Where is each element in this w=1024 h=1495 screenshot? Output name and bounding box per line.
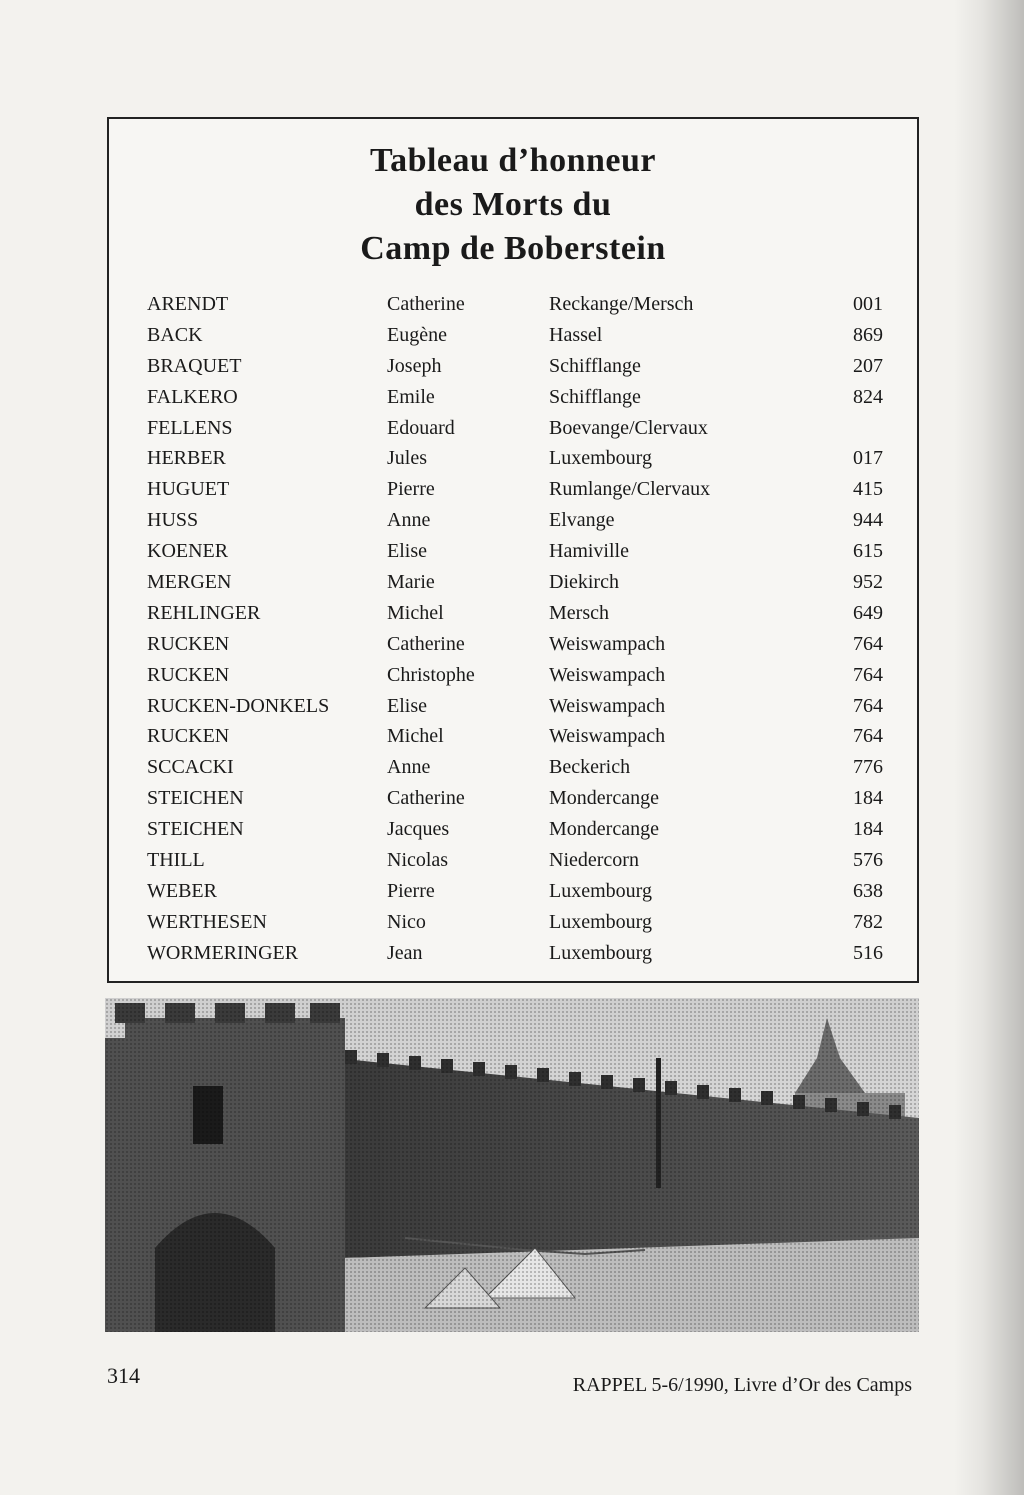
table-row bbox=[109, 413, 917, 444]
surname: WERTHESEN bbox=[147, 910, 267, 933]
number: 764 bbox=[853, 663, 883, 686]
surname: ARENDT bbox=[147, 293, 229, 315]
table-row bbox=[109, 845, 917, 876]
town: Schifflange bbox=[549, 354, 641, 377]
town: Luxembourg bbox=[549, 447, 652, 470]
first-name: Christophe bbox=[387, 663, 475, 686]
number: 824 bbox=[853, 385, 883, 408]
first-name: Jean bbox=[387, 941, 423, 964]
town: Hamiville bbox=[549, 540, 629, 563]
surname: HERBER bbox=[147, 447, 226, 470]
town: Elvange bbox=[549, 509, 615, 532]
table-row bbox=[109, 876, 917, 907]
number: 944 bbox=[853, 509, 883, 532]
number: 764 bbox=[853, 632, 883, 655]
surname: HUGUET bbox=[147, 478, 230, 501]
surname: RUCKEN bbox=[147, 663, 230, 686]
table-row bbox=[109, 629, 917, 660]
number: 184 bbox=[853, 787, 883, 810]
table-row bbox=[109, 721, 917, 752]
town: Weiswampach bbox=[549, 694, 666, 717]
first-name: Edouard bbox=[387, 416, 455, 439]
town: Beckerich bbox=[549, 756, 631, 779]
source-citation: RAPPEL 5-6/1990, Livre d’Or des Camps bbox=[572, 1374, 912, 1396]
town: Reckange/Mersch bbox=[549, 293, 694, 315]
table-title bbox=[109, 139, 917, 271]
surname: BRAQUET bbox=[147, 354, 242, 377]
surname: FELLENS bbox=[147, 416, 233, 439]
number: 638 bbox=[853, 879, 883, 902]
camp-wall-picture bbox=[105, 998, 919, 1332]
surname: BACK bbox=[147, 323, 203, 346]
number: 017 bbox=[853, 447, 883, 470]
table-row bbox=[109, 783, 917, 814]
surname: STEICHEN bbox=[147, 818, 244, 841]
town: Schifflange bbox=[549, 385, 641, 408]
town: Luxembourg bbox=[549, 941, 652, 964]
table-row bbox=[109, 382, 917, 413]
title-line-3: Camp de Boberstein bbox=[360, 230, 666, 267]
town: Boevange/Clervaux bbox=[549, 416, 708, 439]
number: 576 bbox=[853, 849, 883, 872]
first-name: Jacques bbox=[387, 818, 450, 841]
first-name: Jules bbox=[387, 447, 427, 470]
table-row bbox=[109, 907, 917, 938]
surname: HUSS bbox=[147, 509, 199, 532]
surname: STEICHEN bbox=[147, 787, 244, 810]
names-list bbox=[109, 289, 917, 969]
town: Weiswampach bbox=[549, 632, 666, 655]
table-row bbox=[109, 814, 917, 845]
town: Mondercange bbox=[549, 787, 659, 810]
first-name: Elise bbox=[387, 694, 427, 717]
first-name: Michel bbox=[387, 725, 444, 748]
table-row bbox=[109, 752, 917, 783]
first-name: Marie bbox=[387, 571, 435, 594]
number: 001 bbox=[853, 293, 883, 315]
number: 869 bbox=[853, 323, 883, 346]
first-name: Nico bbox=[387, 910, 426, 933]
table-row bbox=[109, 474, 917, 505]
surname: FALKERO bbox=[147, 385, 238, 408]
first-name: Catherine bbox=[387, 293, 465, 315]
town: Niedercorn bbox=[549, 849, 639, 872]
surname: WORMERINGER bbox=[147, 941, 299, 964]
surname: THILL bbox=[147, 849, 205, 872]
number: 764 bbox=[853, 694, 883, 717]
number: 615 bbox=[853, 540, 883, 563]
surname: RUCKEN-DONKELS bbox=[147, 694, 330, 717]
camp-photograph bbox=[105, 998, 919, 1332]
town: Hassel bbox=[549, 323, 603, 346]
page-number: 314 bbox=[107, 1363, 140, 1388]
number: 415 bbox=[853, 478, 883, 501]
surname: REHLINGER bbox=[147, 601, 261, 624]
title-line-1: Tableau d’honneur bbox=[370, 142, 656, 179]
table-row bbox=[109, 351, 917, 382]
first-name: Joseph bbox=[387, 354, 442, 377]
table-row bbox=[109, 289, 917, 320]
first-name: Pierre bbox=[387, 879, 435, 902]
town: Luxembourg bbox=[549, 910, 652, 933]
first-name: Catherine bbox=[387, 787, 465, 810]
table-row bbox=[109, 443, 917, 474]
number: 649 bbox=[853, 601, 883, 624]
surname: KOENER bbox=[147, 540, 229, 563]
town: Mondercange bbox=[549, 818, 659, 841]
surname: SCCACKI bbox=[147, 756, 234, 779]
first-name: Eugène bbox=[387, 323, 447, 346]
town: Weiswampach bbox=[549, 663, 666, 686]
first-name: Anne bbox=[387, 509, 431, 532]
number: 952 bbox=[853, 571, 883, 594]
table-row bbox=[109, 567, 917, 598]
table-row bbox=[109, 598, 917, 629]
town: Luxembourg bbox=[549, 879, 652, 902]
number: 776 bbox=[853, 756, 883, 779]
number: 764 bbox=[853, 725, 883, 748]
table-row bbox=[109, 938, 917, 969]
first-name: Anne bbox=[387, 756, 431, 779]
surname: RUCKEN bbox=[147, 725, 230, 748]
table-row bbox=[109, 505, 917, 536]
number: 207 bbox=[853, 354, 883, 377]
first-name: Michel bbox=[387, 601, 444, 624]
title-line-2: des Morts du bbox=[414, 186, 612, 223]
first-name: Catherine bbox=[387, 632, 465, 655]
town: Mersch bbox=[549, 601, 609, 624]
surname: RUCKEN bbox=[147, 632, 230, 655]
first-name: Pierre bbox=[387, 478, 435, 501]
first-name: Elise bbox=[387, 540, 427, 563]
number: 516 bbox=[853, 941, 883, 964]
town: Rumlange/Clervaux bbox=[549, 478, 711, 501]
town: Diekirch bbox=[549, 571, 619, 594]
number: 782 bbox=[853, 910, 883, 933]
surname: MERGEN bbox=[147, 571, 232, 594]
table-row bbox=[109, 691, 917, 722]
table-row bbox=[109, 320, 917, 351]
table-row bbox=[109, 660, 917, 691]
surname: WEBER bbox=[147, 879, 217, 902]
first-name: Emile bbox=[387, 385, 435, 408]
table-row bbox=[109, 536, 917, 567]
first-name: Nicolas bbox=[387, 849, 449, 872]
honour-table-panel bbox=[107, 117, 919, 983]
number: 184 bbox=[853, 818, 883, 841]
town: Weiswampach bbox=[549, 725, 666, 748]
